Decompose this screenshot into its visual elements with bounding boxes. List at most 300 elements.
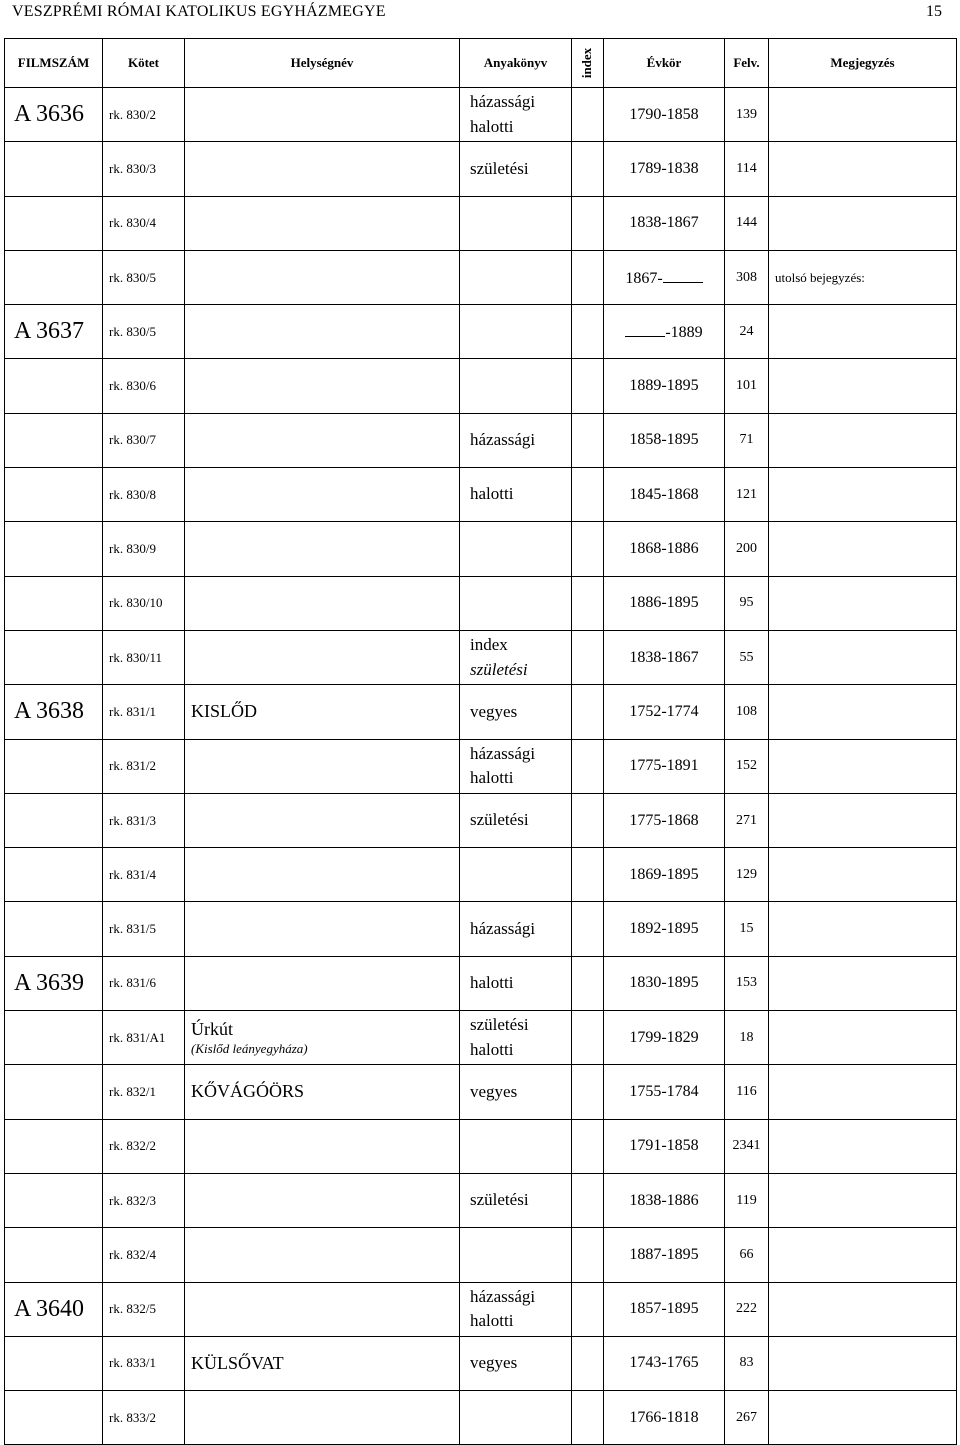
frame-count: 101 bbox=[736, 378, 757, 394]
index-cell bbox=[572, 1391, 604, 1445]
register-cell bbox=[460, 685, 572, 739]
table-row bbox=[5, 250, 957, 304]
table-row bbox=[5, 739, 957, 793]
note-cell bbox=[769, 413, 957, 467]
place-name: Úrkút bbox=[191, 1019, 233, 1040]
film-number-cell bbox=[5, 1173, 103, 1227]
film-number-cell bbox=[5, 359, 103, 413]
register-type-secondary: halotti bbox=[470, 116, 514, 136]
place-cell bbox=[185, 196, 460, 250]
frames-cell bbox=[725, 468, 769, 522]
frames-cell bbox=[725, 956, 769, 1010]
index-cell bbox=[572, 1228, 604, 1282]
index-cell bbox=[572, 359, 604, 413]
register-cell bbox=[460, 359, 572, 413]
volume-cell bbox=[103, 359, 185, 413]
register-type: index bbox=[470, 634, 508, 654]
volume-cell bbox=[103, 468, 185, 522]
volume-code: rk. 832/4 bbox=[109, 1246, 156, 1262]
volume-cell bbox=[103, 1065, 185, 1119]
table-row bbox=[5, 1391, 957, 1445]
index-cell bbox=[572, 468, 604, 522]
year-range: 1845-1868 bbox=[629, 485, 699, 503]
register-cell bbox=[460, 902, 572, 956]
note-cell bbox=[769, 1282, 957, 1336]
volume-code: rk. 832/3 bbox=[109, 1192, 156, 1208]
frames-cell bbox=[725, 142, 769, 196]
year-range-cell bbox=[604, 848, 725, 902]
frames-cell bbox=[725, 1391, 769, 1445]
register-cell bbox=[460, 305, 572, 359]
register-cell bbox=[460, 630, 572, 684]
table-row bbox=[5, 848, 957, 902]
register-cell bbox=[460, 1173, 572, 1227]
volume-cell bbox=[103, 1282, 185, 1336]
index-cell bbox=[572, 1336, 604, 1390]
year-range-cell bbox=[604, 956, 725, 1010]
volume-cell bbox=[103, 576, 185, 630]
note-cell bbox=[769, 902, 957, 956]
note-cell bbox=[769, 196, 957, 250]
note-cell bbox=[769, 956, 957, 1010]
film-number-cell bbox=[5, 1228, 103, 1282]
volume-code: rk. 830/10 bbox=[109, 595, 163, 611]
year-range: 1830-1895 bbox=[629, 974, 699, 992]
index-cell bbox=[572, 739, 604, 793]
year-range: 1799-1829 bbox=[629, 1028, 699, 1046]
register-cell bbox=[460, 88, 572, 142]
volume-cell bbox=[103, 630, 185, 684]
index-cell bbox=[572, 1282, 604, 1336]
place-cell bbox=[185, 630, 460, 684]
table-row bbox=[5, 88, 957, 142]
frame-count: 116 bbox=[736, 1083, 757, 1099]
note-cell bbox=[769, 848, 957, 902]
year-range: 1755-1784 bbox=[629, 1082, 699, 1100]
register-cell bbox=[460, 1065, 572, 1119]
volume-code: rk. 830/5 bbox=[109, 323, 156, 339]
film-number-cell bbox=[5, 630, 103, 684]
frame-count: 2341 bbox=[732, 1138, 761, 1154]
year-range: 1892-1895 bbox=[629, 920, 699, 938]
blank-line bbox=[663, 268, 703, 283]
volume-code: rk. 831/2 bbox=[109, 758, 156, 774]
frame-count: 15 bbox=[739, 921, 754, 937]
volume-cell bbox=[103, 1391, 185, 1445]
frames-cell bbox=[725, 1119, 769, 1173]
frame-count: 18 bbox=[739, 1029, 754, 1045]
volume-code: rk. 831/A1 bbox=[109, 1029, 166, 1045]
frame-count: 152 bbox=[736, 758, 757, 774]
film-number-cell bbox=[5, 1011, 103, 1065]
frame-count: 153 bbox=[736, 975, 757, 991]
volume-code: rk. 832/1 bbox=[109, 1083, 156, 1099]
year-range-cell bbox=[604, 1011, 725, 1065]
volume-cell bbox=[103, 956, 185, 1010]
register-type: halotti bbox=[470, 484, 514, 504]
year-range-cell bbox=[604, 142, 725, 196]
place-cell bbox=[185, 305, 460, 359]
year-range: 1775-1891 bbox=[629, 757, 699, 775]
index-cell bbox=[572, 142, 604, 196]
year-range-cell bbox=[604, 1119, 725, 1173]
register-cell bbox=[460, 142, 572, 196]
frames-cell bbox=[725, 1065, 769, 1119]
film-number-cell bbox=[5, 1065, 103, 1119]
note-cell bbox=[769, 522, 957, 576]
year-range: 1791-1858 bbox=[629, 1137, 699, 1155]
register-type-secondary: halotti bbox=[470, 1311, 514, 1331]
film-number-cell bbox=[5, 902, 103, 956]
register-type: házassági bbox=[470, 430, 536, 450]
frame-count: 108 bbox=[736, 703, 757, 719]
index-cell bbox=[572, 630, 604, 684]
col-header-felv: Felv. bbox=[725, 39, 769, 88]
table-row bbox=[5, 1173, 957, 1227]
register-cell bbox=[460, 1011, 572, 1065]
frames-cell bbox=[725, 359, 769, 413]
volume-code: rk. 830/4 bbox=[109, 215, 156, 231]
index-cell bbox=[572, 956, 604, 1010]
note-cell bbox=[769, 630, 957, 684]
volume-code: rk. 830/8 bbox=[109, 486, 156, 502]
index-cell bbox=[572, 1173, 604, 1227]
frames-cell bbox=[725, 793, 769, 847]
col-header-index-label: index bbox=[579, 47, 595, 79]
year-range-cell bbox=[604, 1173, 725, 1227]
register-cell bbox=[460, 793, 572, 847]
film-number-cell bbox=[5, 413, 103, 467]
volume-code: rk. 833/1 bbox=[109, 1355, 156, 1371]
table-row bbox=[5, 793, 957, 847]
volume-code: rk. 833/2 bbox=[109, 1409, 156, 1425]
film-number-cell bbox=[5, 142, 103, 196]
frame-count: 129 bbox=[736, 866, 757, 882]
volume-code: rk. 831/6 bbox=[109, 975, 156, 991]
register-cell bbox=[460, 196, 572, 250]
volume-code: rk. 832/5 bbox=[109, 1301, 156, 1317]
film-number-cell bbox=[5, 305, 103, 359]
year-range: 1869-1895 bbox=[629, 865, 699, 883]
place-cell bbox=[185, 793, 460, 847]
year-range-cell bbox=[604, 522, 725, 576]
frames-cell bbox=[725, 88, 769, 142]
year-range-cell bbox=[604, 1391, 725, 1445]
film-number-cell bbox=[5, 1282, 103, 1336]
year-range-cell bbox=[604, 902, 725, 956]
register-type-secondary: születési bbox=[470, 659, 528, 679]
index-cell bbox=[572, 88, 604, 142]
place-cell bbox=[185, 88, 460, 142]
year-range-cell bbox=[604, 630, 725, 684]
table-row bbox=[5, 1282, 957, 1336]
year-range: 1886-1895 bbox=[629, 594, 699, 612]
note-cell bbox=[769, 793, 957, 847]
register-type: házassági bbox=[470, 92, 536, 111]
note-cell bbox=[769, 305, 957, 359]
year-range: 1752-1774 bbox=[629, 702, 699, 720]
film-number-cell bbox=[5, 468, 103, 522]
note-cell bbox=[769, 576, 957, 630]
register-cell bbox=[460, 1228, 572, 1282]
table-row bbox=[5, 630, 957, 684]
volume-cell bbox=[103, 305, 185, 359]
index-cell bbox=[572, 1119, 604, 1173]
register-cell bbox=[460, 1282, 572, 1336]
frames-cell bbox=[725, 848, 769, 902]
film-number: A 3639 bbox=[14, 969, 85, 996]
place-cell bbox=[185, 902, 460, 956]
volume-code: rk. 830/11 bbox=[109, 649, 162, 665]
register-type: házassági bbox=[470, 1286, 536, 1306]
volume-code: rk. 831/3 bbox=[109, 812, 156, 828]
register-cell bbox=[460, 1119, 572, 1173]
register-cell bbox=[460, 413, 572, 467]
year-range: 1858-1895 bbox=[629, 431, 699, 449]
place-cell bbox=[185, 1173, 460, 1227]
volume-cell bbox=[103, 1011, 185, 1065]
register-type: születési bbox=[470, 1190, 529, 1210]
year-range: 1790-1858 bbox=[629, 105, 699, 123]
year-range: 1766-1818 bbox=[629, 1408, 699, 1426]
page-number: 15 bbox=[926, 3, 942, 20]
film-number-cell bbox=[5, 1391, 103, 1445]
frames-cell bbox=[725, 413, 769, 467]
place-cell bbox=[185, 1391, 460, 1445]
frames-cell bbox=[725, 1011, 769, 1065]
index-cell bbox=[572, 902, 604, 956]
frame-count: 139 bbox=[736, 106, 757, 122]
note-cell bbox=[769, 250, 957, 304]
index-cell bbox=[572, 305, 604, 359]
frame-count: 308 bbox=[736, 269, 757, 285]
year-range-cell bbox=[604, 413, 725, 467]
document-title: VESZPRÉMI RÓMAI KATOLIKUS EGYHÁZMEGYE bbox=[12, 3, 386, 20]
year-range: 1887-1895 bbox=[629, 1245, 699, 1263]
volume-code: rk. 830/3 bbox=[109, 160, 156, 176]
year-range-cell bbox=[604, 1065, 725, 1119]
volume-code: rk. 830/6 bbox=[109, 378, 156, 394]
film-number-cell bbox=[5, 739, 103, 793]
note-cell bbox=[769, 1173, 957, 1227]
year-range: 1857-1895 bbox=[629, 1300, 699, 1318]
register-cell bbox=[460, 250, 572, 304]
volume-cell bbox=[103, 88, 185, 142]
volume-cell bbox=[103, 848, 185, 902]
year-range-cell bbox=[604, 359, 725, 413]
frame-count: 71 bbox=[739, 432, 754, 448]
year-range: 1838-1867 bbox=[629, 214, 699, 232]
year-range-cell bbox=[604, 250, 725, 304]
register-type: születési bbox=[470, 1015, 529, 1035]
register-cell bbox=[460, 468, 572, 522]
header-row bbox=[5, 39, 957, 88]
table-row bbox=[5, 305, 957, 359]
place-cell bbox=[185, 1282, 460, 1336]
frame-count: 267 bbox=[736, 1409, 757, 1425]
blank-line bbox=[625, 322, 665, 337]
register-cell bbox=[460, 1391, 572, 1445]
film-number-cell bbox=[5, 250, 103, 304]
frames-cell bbox=[725, 1173, 769, 1227]
register-type: születési bbox=[470, 158, 529, 178]
frame-count: 83 bbox=[739, 1355, 754, 1371]
place-cell bbox=[185, 1336, 460, 1390]
frame-count: 144 bbox=[736, 215, 757, 231]
register-cell bbox=[460, 576, 572, 630]
index-cell bbox=[572, 250, 604, 304]
place-cell bbox=[185, 1065, 460, 1119]
volume-code: rk. 831/5 bbox=[109, 921, 156, 937]
index-cell bbox=[572, 413, 604, 467]
register-type-secondary: halotti bbox=[470, 768, 514, 788]
volume-cell bbox=[103, 902, 185, 956]
film-number-cell bbox=[5, 1336, 103, 1390]
frame-count: 95 bbox=[739, 595, 754, 611]
place-cell bbox=[185, 142, 460, 196]
frame-count: 55 bbox=[739, 649, 754, 665]
note-cell bbox=[769, 468, 957, 522]
table-row bbox=[5, 956, 957, 1010]
film-number: A 3636 bbox=[14, 101, 85, 128]
volume-code: rk. 830/5 bbox=[109, 269, 156, 285]
film-number-cell bbox=[5, 848, 103, 902]
volume-cell bbox=[103, 793, 185, 847]
table-row bbox=[5, 468, 957, 522]
col-header-evkor: Évkör bbox=[604, 39, 725, 88]
year-range-cell bbox=[604, 1336, 725, 1390]
register-type: házassági bbox=[470, 743, 536, 763]
note-cell bbox=[769, 1228, 957, 1282]
volume-code: rk. 831/4 bbox=[109, 866, 156, 882]
film-number-cell bbox=[5, 956, 103, 1010]
table-row bbox=[5, 413, 957, 467]
volume-cell bbox=[103, 685, 185, 739]
year-range-cell bbox=[604, 196, 725, 250]
frame-count: 200 bbox=[736, 541, 757, 557]
place-name: KISLŐD bbox=[191, 701, 257, 722]
year-range: 1838-1867 bbox=[629, 648, 699, 666]
note-cell bbox=[769, 1065, 957, 1119]
frame-count: 222 bbox=[736, 1301, 757, 1317]
table-row bbox=[5, 576, 957, 630]
place-cell bbox=[185, 468, 460, 522]
place-note: (Kislőd leányegyháza) bbox=[191, 1040, 308, 1056]
place-name: KŐVÁGÓÖRS bbox=[191, 1081, 305, 1102]
year-range: 1743-1765 bbox=[629, 1354, 699, 1372]
frames-cell bbox=[725, 630, 769, 684]
volume-code: rk. 830/2 bbox=[109, 106, 156, 122]
table-row bbox=[5, 1065, 957, 1119]
film-number-cell bbox=[5, 196, 103, 250]
year-range: 1868-1886 bbox=[629, 540, 699, 558]
register-type: vegyes bbox=[470, 1081, 518, 1101]
col-header-anyakonyv: Anyakönyv bbox=[460, 39, 572, 88]
year-range-cell bbox=[604, 468, 725, 522]
volume-code: rk. 831/1 bbox=[109, 703, 156, 719]
volume-cell bbox=[103, 196, 185, 250]
index-cell bbox=[572, 685, 604, 739]
film-number: A 3637 bbox=[14, 318, 85, 345]
place-cell bbox=[185, 522, 460, 576]
frame-count: 114 bbox=[736, 160, 757, 176]
volume-cell bbox=[103, 1336, 185, 1390]
frames-cell bbox=[725, 739, 769, 793]
year-range-cell bbox=[604, 88, 725, 142]
year-range-cell bbox=[604, 685, 725, 739]
year-range: 1775-1868 bbox=[629, 811, 699, 829]
place-cell bbox=[185, 848, 460, 902]
frames-cell bbox=[725, 576, 769, 630]
table-row bbox=[5, 902, 957, 956]
table-row bbox=[5, 359, 957, 413]
volume-code: rk. 830/9 bbox=[109, 541, 156, 557]
year-range-cell bbox=[604, 576, 725, 630]
film-number-cell bbox=[5, 522, 103, 576]
table-row bbox=[5, 1228, 957, 1282]
year-range: -1889 bbox=[665, 323, 703, 341]
volume-cell bbox=[103, 739, 185, 793]
year-range: 1867- bbox=[625, 269, 663, 287]
note-cell bbox=[769, 142, 957, 196]
volume-code: rk. 830/7 bbox=[109, 432, 156, 448]
frames-cell bbox=[725, 1228, 769, 1282]
note-cell bbox=[769, 359, 957, 413]
note-cell bbox=[769, 1011, 957, 1065]
film-number-cell bbox=[5, 1119, 103, 1173]
year-range-cell bbox=[604, 1228, 725, 1282]
index-cell bbox=[572, 196, 604, 250]
place-cell bbox=[185, 739, 460, 793]
table-row bbox=[5, 142, 957, 196]
note-cell bbox=[769, 1336, 957, 1390]
note-cell bbox=[769, 1119, 957, 1173]
col-header-filmszam: FILMSZÁM bbox=[5, 39, 103, 88]
frames-cell bbox=[725, 305, 769, 359]
volume-cell bbox=[103, 1228, 185, 1282]
register-table bbox=[4, 38, 957, 1445]
table-row bbox=[5, 1011, 957, 1065]
place-cell bbox=[185, 1011, 460, 1065]
register-cell bbox=[460, 739, 572, 793]
year-range-cell bbox=[604, 793, 725, 847]
volume-cell bbox=[103, 413, 185, 467]
frame-count: 121 bbox=[736, 486, 757, 502]
volume-cell bbox=[103, 1173, 185, 1227]
index-cell bbox=[572, 1011, 604, 1065]
frame-count: 24 bbox=[739, 323, 754, 339]
register-type: házassági bbox=[470, 918, 536, 938]
place-cell bbox=[185, 685, 460, 739]
table-row bbox=[5, 1336, 957, 1390]
frame-count: 119 bbox=[736, 1192, 757, 1208]
frames-cell bbox=[725, 685, 769, 739]
volume-cell bbox=[103, 522, 185, 576]
register-type: vegyes bbox=[470, 1353, 518, 1373]
index-cell bbox=[572, 793, 604, 847]
year-range-cell bbox=[604, 739, 725, 793]
register-type: születési bbox=[470, 810, 529, 830]
col-header-megjegyzes: Megjegyzés bbox=[769, 39, 957, 88]
register-cell bbox=[460, 848, 572, 902]
note-cell bbox=[769, 685, 957, 739]
register-type-secondary: halotti bbox=[470, 1039, 514, 1059]
note-cell bbox=[769, 1391, 957, 1445]
register-type: vegyes bbox=[470, 701, 518, 721]
col-header-kotet: Kötet bbox=[103, 39, 185, 88]
frames-cell bbox=[725, 250, 769, 304]
note-cell bbox=[769, 739, 957, 793]
